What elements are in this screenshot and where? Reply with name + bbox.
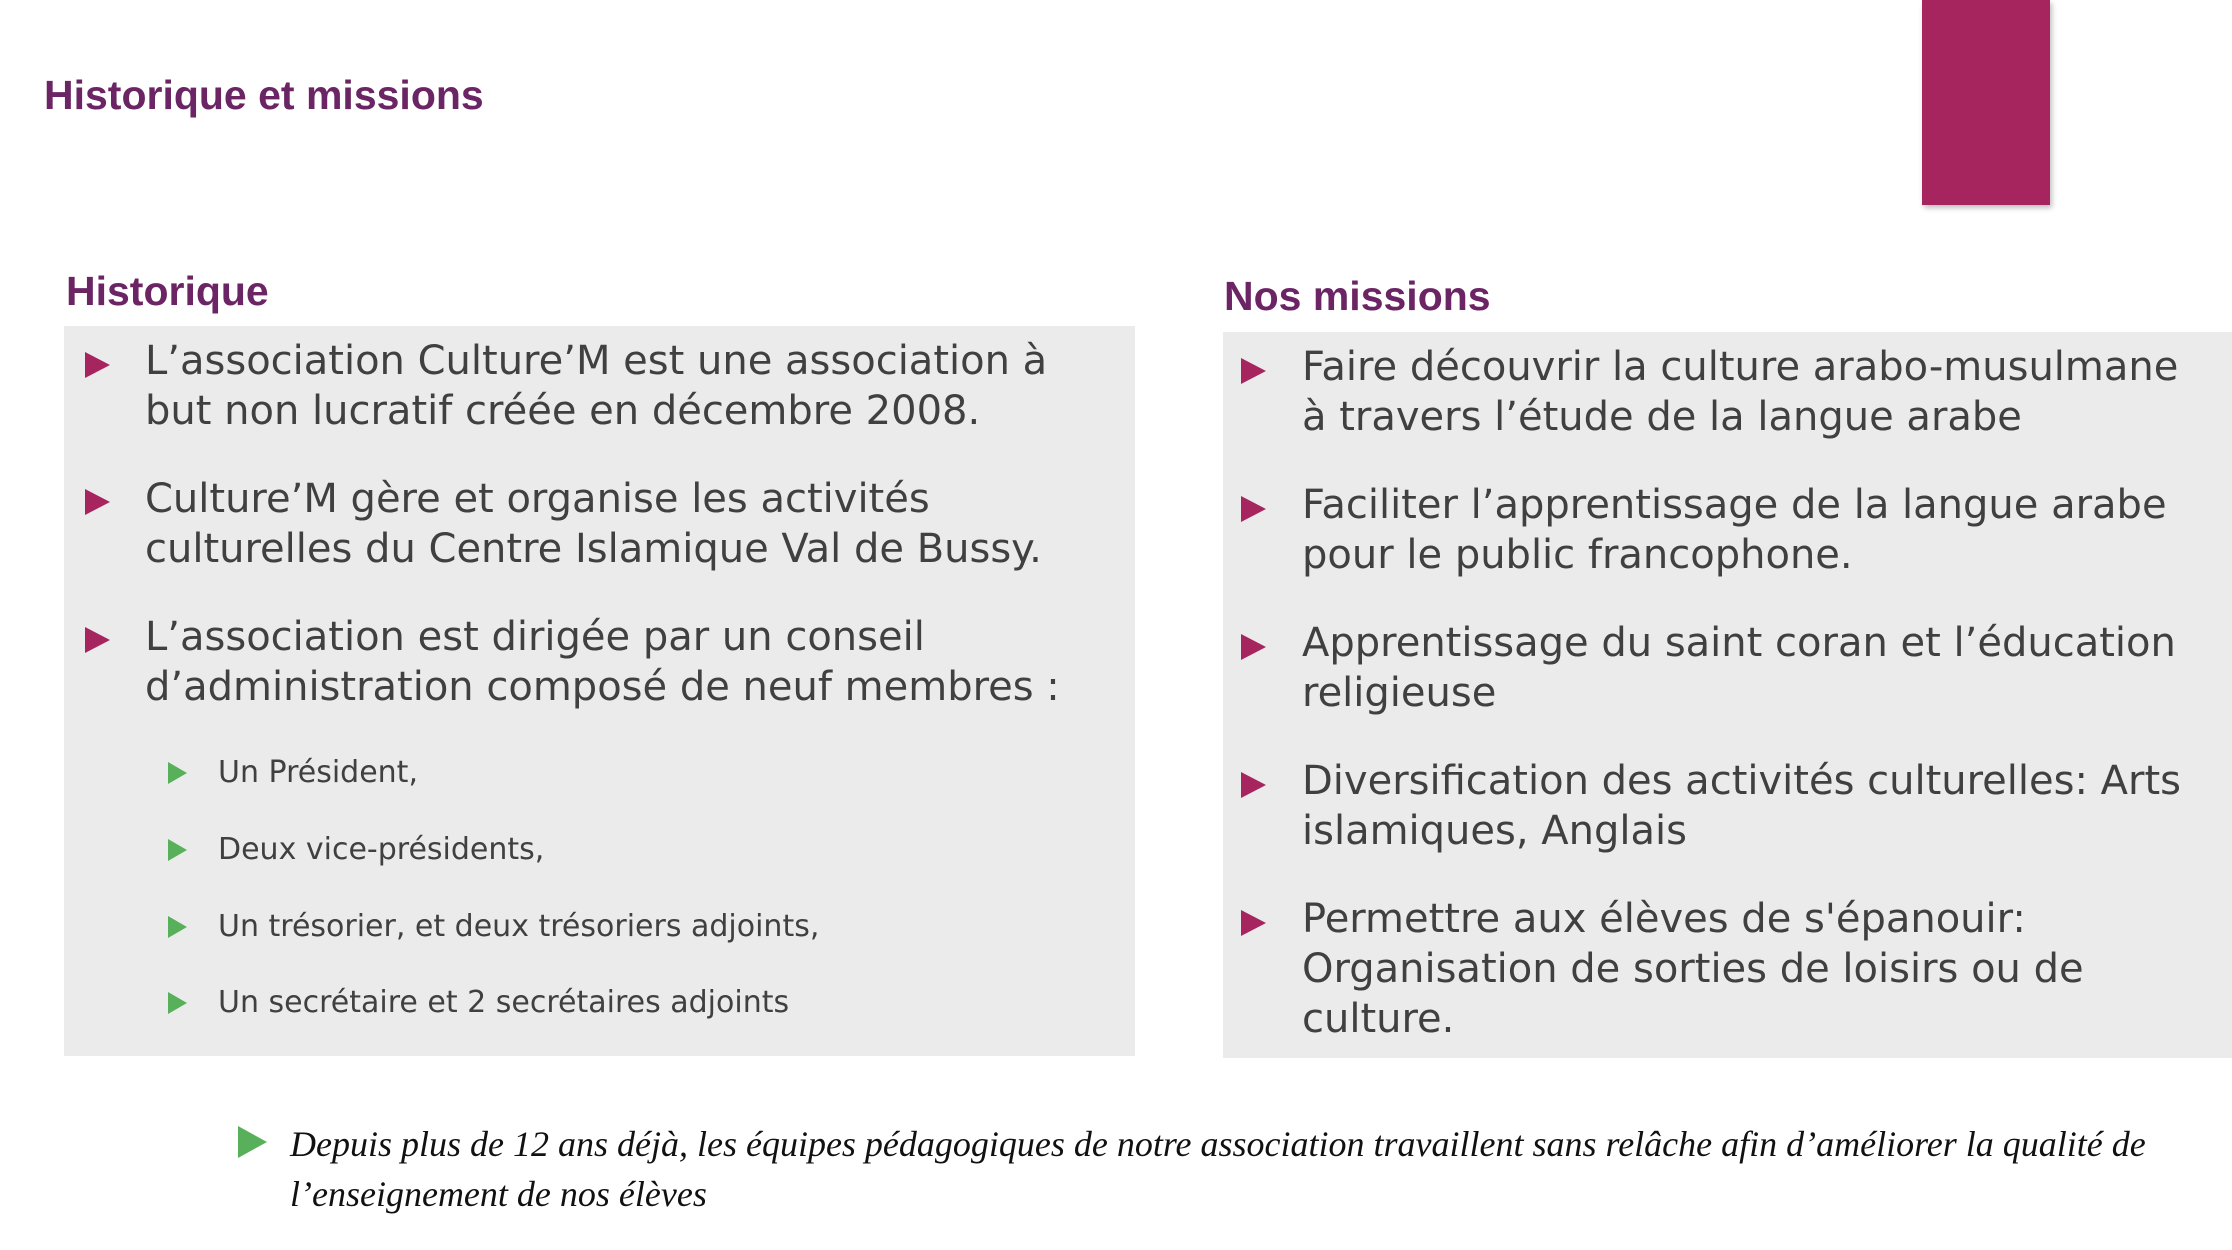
triangle-bullet-icon [168, 992, 187, 1014]
triangle-bullet-icon [1241, 910, 1266, 936]
slide-title: Historique et missions [44, 72, 484, 118]
triangle-bullet-icon [168, 916, 187, 938]
triangle-bullet-icon [238, 1126, 267, 1158]
triangle-bullet-icon [1241, 772, 1266, 798]
footer-text: Depuis plus de 12 ans déjà, les équipes pédagogiques de notre association travaillent sans relâche afin d’améliorer la qualité de l’enseignement de nos élèves [290, 1124, 2146, 1214]
missions-heading: Nos missions [1224, 273, 1491, 319]
historique-item-label: Culture’M gère et organise les activités culturelles du Centre Islamique Val de Bussy. [145, 476, 1042, 572]
historique-item-label: L’association est dirigée par un conseil d’administration composé de neuf membres : [145, 614, 1060, 710]
historique-panel [64, 326, 1135, 1056]
historique-sub-item-label: Un trésorier, et deux trésoriers adjoints, [218, 909, 820, 944]
mission-item-label: Faire découvrir la culture arabo-musulmane à travers l’étude de la langue arabe [1302, 344, 2179, 440]
triangle-bullet-icon [1241, 496, 1266, 522]
historique-sub-item-label: Deux vice-présidents, [218, 832, 545, 867]
mission-item-label: Faciliter l’apprentissage de la langue arabe pour le public francophone. [1302, 482, 2167, 578]
accent-bar [1922, 0, 2050, 205]
missions-panel [1223, 332, 2232, 1058]
triangle-bullet-icon [1241, 634, 1266, 660]
triangle-bullet-icon [85, 352, 110, 378]
triangle-bullet-icon [168, 839, 187, 861]
historique-sub-item-label: Un Président, [218, 755, 418, 790]
triangle-bullet-icon [1241, 358, 1266, 384]
historique-sub-item-label: Un secrétaire et 2 secrétaires adjoints [218, 985, 790, 1020]
mission-item-label: Permettre aux élèves de s'épanouir: Organisation de sorties de loisirs ou de culture. [1302, 896, 2084, 1042]
mission-item-label: Diversification des activités culturelles: Arts islamiques, Anglais [1302, 758, 2181, 854]
triangle-bullet-icon [168, 762, 187, 784]
triangle-bullet-icon [85, 627, 110, 653]
triangle-bullet-icon [85, 489, 110, 515]
mission-item-label: Apprentissage du saint coran et l’éducation religieuse [1302, 620, 2176, 716]
historique-item-label: L’association Culture’M est une association à but non lucratif créée en décembre 2008. [145, 338, 1048, 434]
historique-heading: Historique [66, 268, 269, 314]
